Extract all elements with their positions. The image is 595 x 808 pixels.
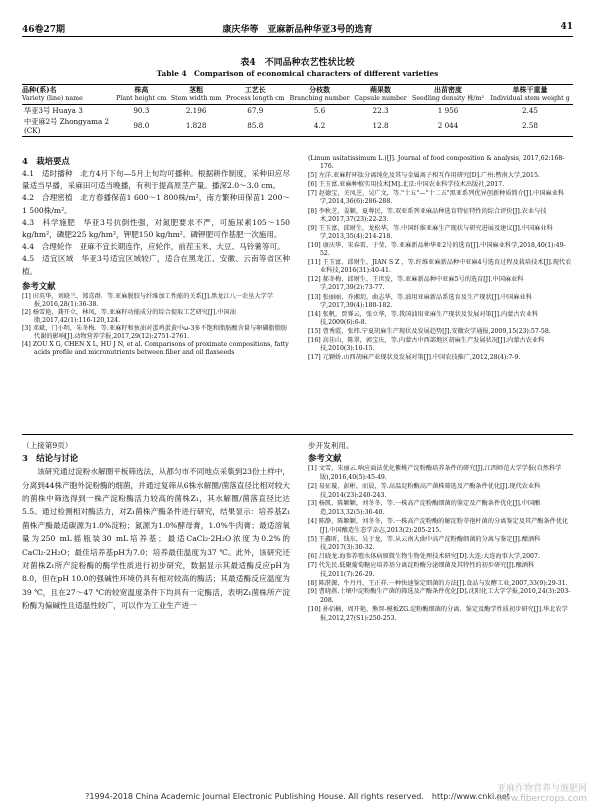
reference-item: [10] 孙佰楠，周开艳，熊智-模板ZG.淀粉酶细菌的分离、鉴定及酶学性质初步研究[J].华北农学报,2012,27(S1):250-253. — [308, 605, 568, 622]
reference-item: [5] 王鑫昕，钱东，吴于龙，等.从云南大曲中高产淀粉酶细菌的分离与鉴定[J].酿酒科技,2017(3):30-32. — [308, 535, 541, 552]
reference-item: [2] 杨雪艳，龚开立，林凤，等.亚麻籽功能成分的综合提取工艺研究[J].中国油脂,2017,42(1):116-120,124. — [22, 309, 236, 325]
col-header: 茎粗 Stem width mm — [170, 85, 222, 102]
table-cell: 1 956 — [437, 105, 459, 115]
paragraph: 4.4 合理轮作 亚麻不宜长期连作，应轮作，前茬玉米、大豆、马铃薯等可。 — [22, 242, 285, 252]
col-header: 分枝数 Branching number — [289, 85, 350, 102]
table-title-en: Table 4 Comparison of economical characters of different varieties — [156, 69, 439, 78]
reference-list — [308, 155, 573, 362]
reference-item: [8] 陈湛源，牛丹丹，王正祥.一种快速鉴定细菌的方法[J].食品与发酵工业,2007,33(9):29-31. — [308, 579, 568, 587]
reference-item: [1] 文雪，朱丽云.响应面法优化紫桃产淀粉酶培养条件的研究[J].江西师范大学学报(自然科学版),2016,40(5):45-49. — [308, 465, 562, 481]
table-cell: 华亚3号 Huaya 3 — [24, 105, 83, 115]
reference-list — [308, 465, 573, 623]
table-row — [22, 104, 573, 116]
table-cell: 1.828 — [185, 121, 207, 131]
reference-item: [6] 吕晓龙.海参养殖水体病原微生物生物处理技术研究[D].大连:大连海事大学,2007. — [308, 553, 540, 561]
table-cell: 中亚麻2号 Zhongyama 2 (CK) — [24, 116, 110, 135]
reference-item: (Linum usitatissimum L.)[J]. Journal of food composition & analysis, 2017,62:168-176. — [308, 155, 565, 171]
paragraph: 4.5 适宜区域 华亚3号适宜区域较广，适合在黑龙江、安徽、云南等省区种植。 — [22, 254, 290, 276]
col-header: 品种(系)名 Variety (line) name — [22, 85, 83, 102]
reference-list — [22, 293, 290, 358]
section-heading: 3 结论与讨论 — [22, 453, 79, 464]
table-cell: 2 044 — [437, 121, 459, 131]
reference-item: [2] 易征璇，彭彬，而晨，等.高温淀粉酶高产菌株筛选及产酶条件优化[J].现代农业科技,2014(23):240-243. — [308, 482, 541, 499]
running-header-left: 46卷27期 — [22, 25, 66, 35]
reference-item: [14] 张帆，贾霁云，张立华，等.我国油用亚麻生产现状及发展对策[J].内蒙古农业科技,2009(6):6-8. — [308, 310, 539, 326]
bottom-right-column — [308, 440, 573, 624]
table-cell: 12.8 — [372, 121, 389, 131]
reference-item: [11] 王玉富，邱财生，JIAN S Z ，等.纤维亚麻新品种中亚麻4号选育过程及栽培技术[J].现代农业科技,2016(31):40-41. — [308, 259, 572, 275]
references-heading: 参考文献 — [308, 453, 342, 464]
right-top-column — [308, 155, 573, 363]
table-cell: 85.8 — [247, 121, 264, 131]
reference-item: [17] 元颖娇.山西胡麻产业现状及发展对策[J].中国农技推广,2012,28(4):7-9. — [308, 354, 521, 362]
watermark-line: 亚麻作物营养与施肥网 — [496, 784, 587, 794]
col-header: 株高 Plant height cm — [116, 85, 167, 102]
continuation-note: （上接第9页） — [22, 441, 73, 450]
header-rule — [22, 36, 573, 37]
reference-item: [7] 赵德宝，关凤芝，吴广文，等."十五"—"十二五"黑亚系列优异创新种质简介[J].中国麻业科学,2014,36(6):286-288. — [308, 190, 565, 206]
data-table — [22, 84, 573, 137]
section-heading: 4 栽培要点 — [22, 156, 70, 166]
reference-item: [9] 曹晓燕.土壤中淀粉酶生产菌的筛选及产酶条件优化[D].沈阳化工大学学报,2010,24(3):203-208. — [308, 588, 571, 605]
reference-item: [8] 李秋芝，姜颖，夏尊民，等.双亚系列亚麻品种选育特征特性的综合评价[J].农业与技术,2017,37(23):22-23. — [308, 207, 547, 223]
table-cell: 90.3 — [133, 105, 150, 115]
reference-item: [12] 郝冬梅，邱财生，王世发，等.亚麻新品种中亚麻5号的选育[J].中国麻业科学,2017,39(2):73-77. — [308, 276, 524, 292]
table-title-zh: 表4 不同品种农艺性状比较 — [240, 58, 355, 68]
reference-item: [4] ZOU X G, CHEN X L, HU J N, et al. Comparisons of proximate compositions, fatty acids profile and micronutrients between fiber and oil flaxseeds — [22, 341, 289, 357]
table-row — [22, 116, 573, 137]
paragraph: 4.3 科学施肥 华亚3号抗倒性强，对氮肥要求不严，可施尿素105～150 kg/hm²，磷肥225 kg/hm²，钾肥150 kg/hm²。磷钾肥可作基肥一次施用。 — [22, 217, 290, 240]
table-cell: 5.6 — [313, 105, 326, 115]
watermark-url: www.fibercrops.com — [496, 794, 587, 804]
watermark — [496, 784, 587, 804]
reference-item: [15] 曹秀霞，张炜.宁夏胡麻生产现状及发展趋势[J].安徽农学通报,2009,15(23):57-58. — [308, 327, 551, 335]
paragraph: 4.2 合理密植 北方春播保苗1 600～1 800株/m²，南方繁种田保苗1 200～1 500株/m²。 — [22, 193, 290, 215]
table-cell: 2.58 — [522, 121, 539, 131]
paragraph: 步开发利用。 — [308, 441, 354, 450]
paragraph: 4.1 适时播种 北方4月下旬—5月上旬均可播种。根据耕作制度，采种田应尽量适当早播，采麻田可适当晚播，有利于提高原茎产量。播深2.0～3.0 cm。 — [22, 169, 290, 191]
reference-item: [3] 杨凯，陈颖颖，刘冬冬，等.一株高产淀粉酶细菌的鉴定及产酶条件优化[J].中国酿造,2013,32(5):36-40. — [308, 500, 541, 517]
reference-item: [5] 左洋.亚麻籽环肽分离纯化及其与金属离子相互作用研究[D].广州:暨南大学,2015. — [308, 172, 540, 180]
reference-item: [7] 代先民.低聚葡萄糖应培养基分离淀粉酶分泌细菌及其特性的初步研究[J].酿酒科技,2011(7):26-29. — [308, 561, 535, 578]
reference-item: [6] 王玉富.亚麻种植实用技术[M].北京:中国农业科学技术出版社,2017. — [308, 181, 505, 189]
col-header: 单株干重量 Individual stem weight g — [490, 85, 570, 102]
page-number: 41 — [560, 22, 573, 32]
table-cell: 22.3 — [372, 105, 389, 115]
reference-item: [1] 田英华，刘晓兰，郑喜群．等.亚麻脱胶与纤维加工性能的关系[J].黑龙江八一农垦大学学报,2016,28(1):36-38. — [22, 292, 273, 308]
reference-item: [9] 王玉富，邱财生，龙松华，等.中国纤维亚麻生产现状与研究进展及建议[J].中国麻业科学,2013,35(4):214-218. — [308, 224, 553, 240]
table-header-row — [22, 85, 573, 105]
running-header-title: 康庆华等 亚麻新品种华亚3号的选育 — [222, 25, 373, 35]
reference-item: [16] 高佳山，陈翠，郭宝庆，等.内蒙古中西部地区胡麻生产发展状况[J].内蒙古农业科技,2010(3):10-15. — [308, 336, 545, 353]
table-cell: 98.0 — [133, 121, 150, 131]
reference-item: [3] 邓斌，门小明，朱冬梅．等.亚麻籽和鱼油对蛋鸡蛋黄中ω-3多不饱和脂肪酸含量与卵磷脂脂肪代谢的影响[J].动物营养学报,2017,29(12):2751-2761. — [22, 325, 288, 341]
table-cell: 2.45 — [522, 105, 539, 115]
col-header: 工艺长 Process length cm — [225, 85, 285, 102]
left-top-column — [22, 155, 290, 358]
section-divider — [22, 434, 573, 435]
reference-item: [10] 康庆华，宋春雷，于莹，等.亚麻新品种华亚2号的选育[J].中国麻业科学,2018,40(1):49-52. — [308, 241, 566, 258]
table-cell: 2.196 — [185, 105, 207, 115]
paragraph: 该研究通过淀粉水解圈平板筛选法，从都匀市不同地点采集到23份土样中，分离到44株产胞外淀粉酶的细菌，并通过复筛从6株水解圈/菌落直径比相对较大的菌株中筛选得到一株产淀粉酶活力较高的菌株Z₁，其水解圈/菌落直径比达5.5。通过检测相对酶活力，对Z₁菌株产酶条件进行研究，结果显示：培养基Z₁菌株产酶最适碳源为1.0%淀粉；氮源为1.0%酵母膏，1.0%牛肉膏；最适溶氧量为250 mL摇瓶装30 mL培养基；最适CaCl₂·2H₂O浓度为0.2%的CaCl₂·2H₂O；最佳培养基pH为7.0；培养最佳温度为37 ℃。此外，该研究还对菌株Z₁所产淀粉酶的酶学性质进行初步研究，数据显示其最适酶反应pH为8.0，但在pH 10.0的强碱性环境仍具有相对较高的酶活；其最适酶反应温度为39 ℃，且在27～47 ℃的较宽温度条件下均具有一定酶活，表明Z₁菌株所产淀粉酶为偏碱性且适温性较广，可以作为工业生产进一 — [22, 467, 290, 611]
table-cell: 4.2 — [313, 121, 326, 131]
reference-item: [13] 张丽丽，乔湘玥，曲志华，等.油用亚麻新品系选育及生产现状[J].中国麻业科学,2017,39(4):180-182. — [308, 293, 532, 309]
col-header: 出苗密度 Seedling density 株/m² — [412, 85, 484, 102]
bottom-left-column — [22, 440, 290, 613]
references-heading: 参考文献 — [22, 280, 56, 291]
table-cell: 67.9 — [247, 105, 264, 115]
copyright-footer: ?1994-2018 China Academic Journal Electronic Publishing House. All rights reserved. http://www.cnki.net — [85, 792, 510, 801]
col-header: 蒴果数 Capsule number — [354, 85, 407, 102]
reference-item: [4] 陈静，陈颖颖，刘冬冬，等.一株高产淀粉酶的解淀粉芽孢杆菌的分离鉴定及其产酶条件优化[J].中国酿造生态学杂志,2013(2):205-215. — [308, 517, 569, 534]
